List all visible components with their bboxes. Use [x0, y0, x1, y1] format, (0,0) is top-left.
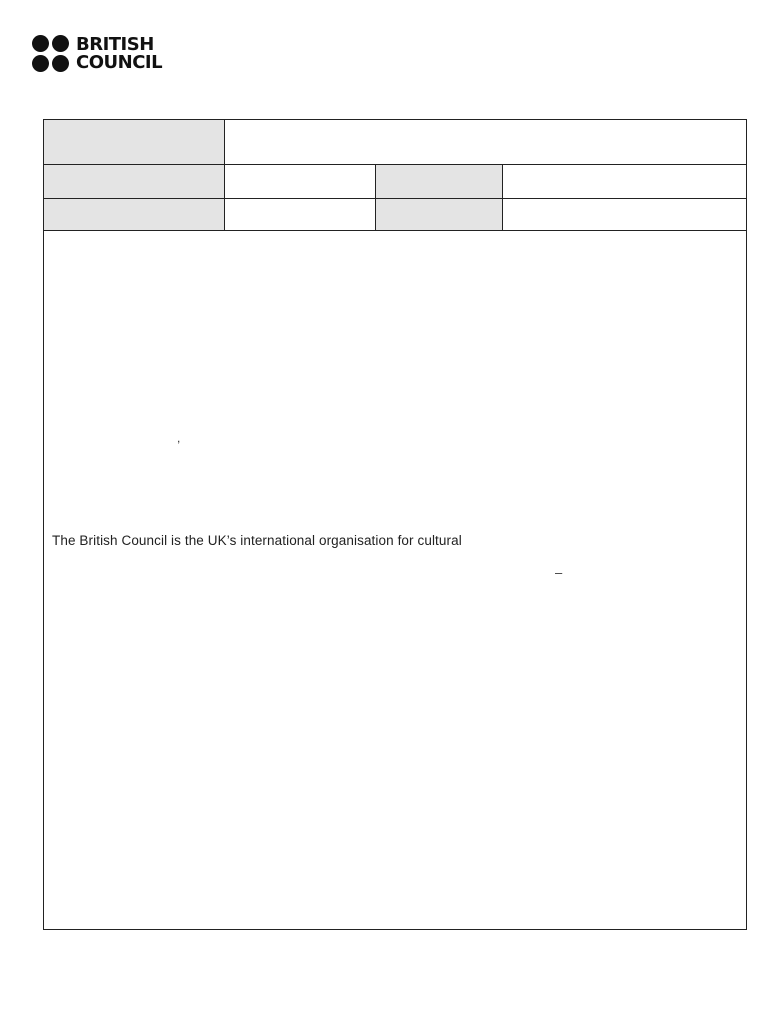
stray-dash: – — [555, 565, 563, 580]
logo-wordmark — [76, 33, 163, 73]
row3-label-cell — [44, 199, 225, 231]
four-dot-logo-icon — [32, 35, 69, 72]
logo-dot — [52, 55, 69, 72]
stray-comma: , — [177, 431, 181, 445]
row3-second-label-cell — [376, 199, 503, 231]
row2-label-cell — [44, 165, 225, 199]
row3-value-cell[interactable] — [225, 199, 376, 231]
row2-value-cell[interactable] — [225, 165, 376, 199]
logo-line-1: BRITISH — [76, 33, 154, 55]
logo-dot — [52, 35, 69, 52]
body-paragraph: The British Council is the UK’s international organisation for cultural — [52, 533, 462, 548]
row2-second-value-cell[interactable] — [503, 165, 747, 199]
logo-dot — [32, 35, 49, 52]
row2-second-label-cell — [376, 165, 503, 199]
form-table — [43, 119, 747, 930]
row3-second-value-cell[interactable] — [503, 199, 747, 231]
row1-value-cell[interactable] — [225, 120, 747, 165]
form-body-area — [44, 231, 747, 929]
logo-dot — [32, 55, 49, 72]
row1-label-cell — [44, 120, 225, 165]
logo-line-2: COUNCIL — [76, 51, 163, 73]
british-council-logo — [32, 35, 162, 72]
